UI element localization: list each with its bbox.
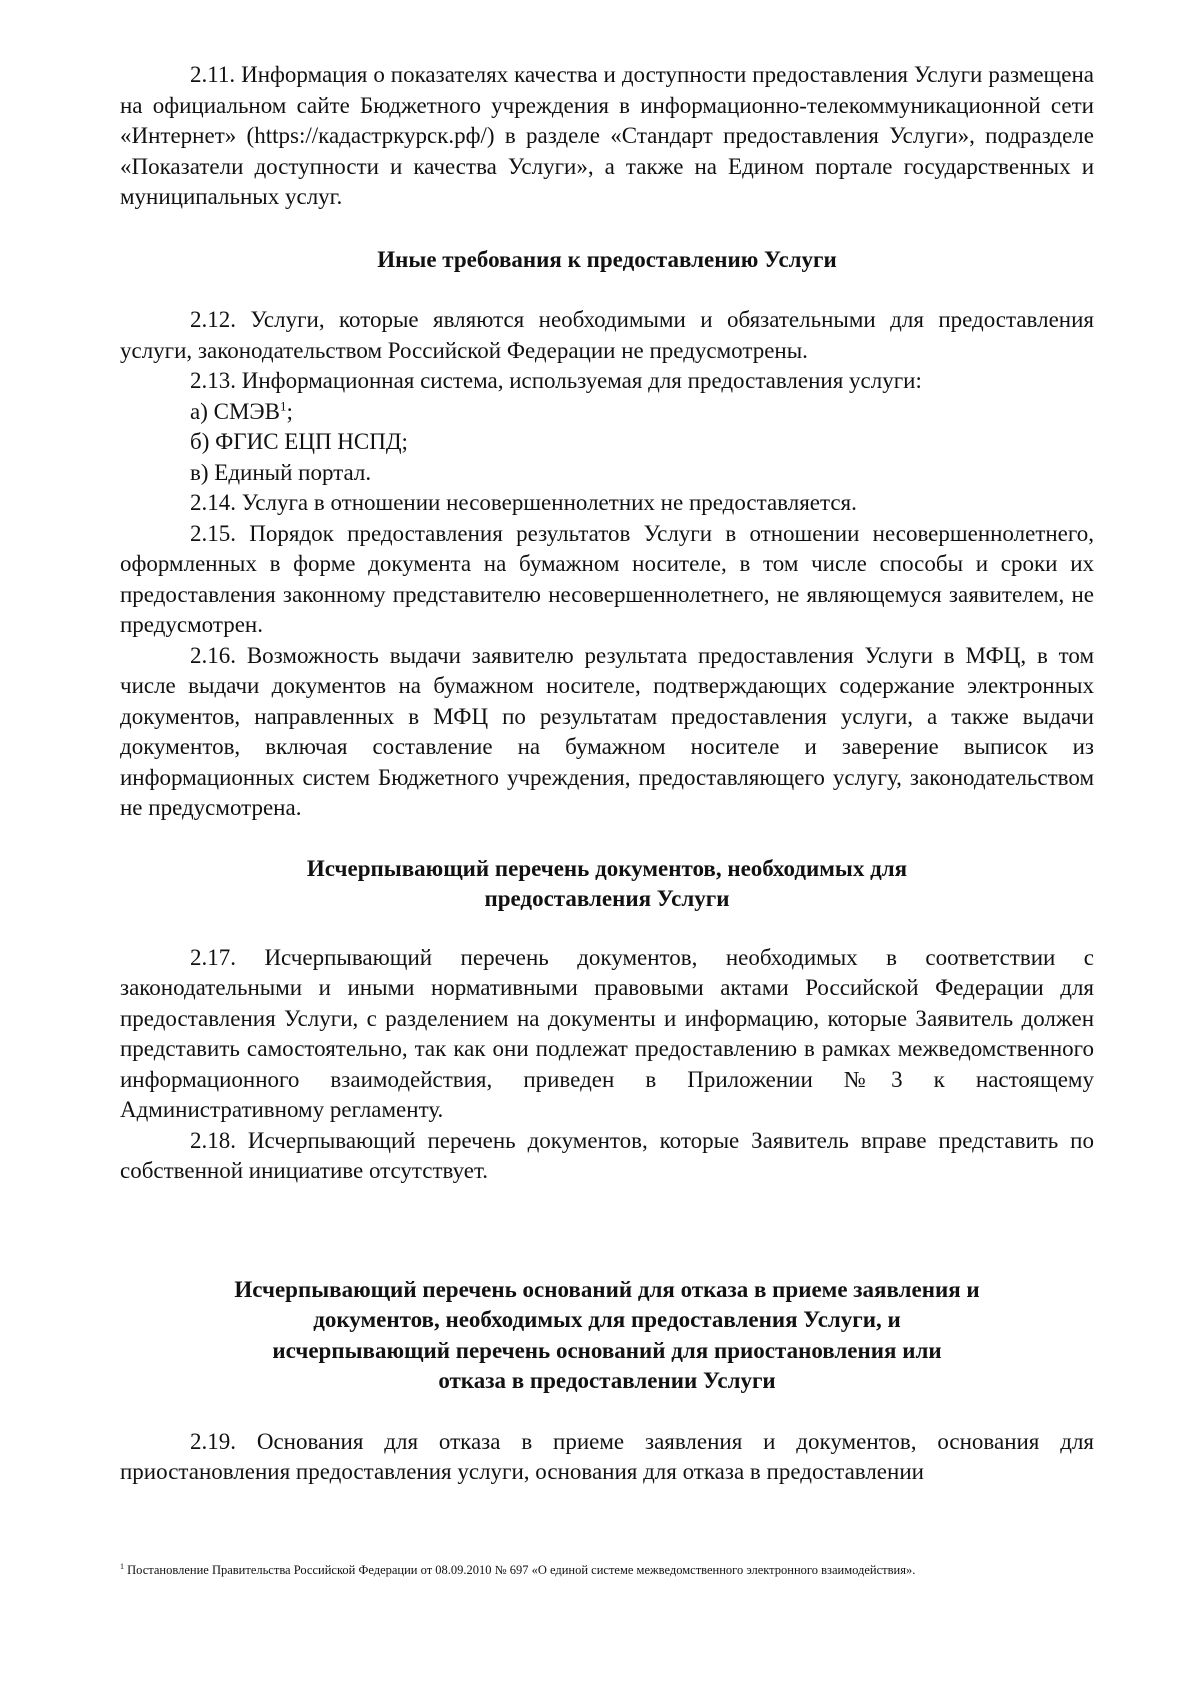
- footnote: [120, 1562, 1094, 1578]
- footnote-ref: 1: [279, 397, 287, 413]
- paragraph-2-18: 2.18. Исчерпывающий перечень документов, которые Заявитель вправе представить по собственной инициативе отсутствует.: [120, 1127, 1094, 1183]
- heading-refusal-line: отказа в предоставлении Услуги: [438, 1368, 776, 1393]
- list-item-c: в) Единый портал.: [190, 459, 372, 485]
- list-item-a-text: а) СМЭВ: [190, 398, 280, 424]
- list-item-b: б) ФГИС ЕЦП НСПД;: [190, 429, 408, 454]
- list-item-a: [120, 397, 1094, 428]
- document-body: [120, 60, 1094, 1488]
- paragraph-2-11: 2.11. Информация о показателях качества и доступности предоставления Услуги размещена на официальном сайте Бюджетного учреждения в информационно-телекоммуникационной сети «Интернет» (https://кадастркурск.рф/) в разделе «Стандарт предоставления Услуги», подразделе «Показатели доступности и качества Услуги», а также на Едином портале государственных и муниципальных услуг.: [120, 62, 1094, 209]
- paragraph-2-13: 2.13. Информационная система, используемая для предоставления услуги:: [190, 368, 922, 393]
- list-item-a-end: ;: [286, 398, 293, 424]
- footnote-text: Постановление Правительства Российской Федерации от 08.09.2010 № 697 «О единой системе межведомственного электронного взаимодействия».: [127, 1563, 916, 1577]
- paragraph-2-14: 2.14. Услуга в отношении несовершеннолетних не предоставляется.: [190, 490, 857, 515]
- heading-documents-line: предоставления Услуги: [484, 886, 730, 911]
- paragraph-2-15: 2.15. Порядок предоставления результатов Услуги в отношении несовершеннолетнего, оформленных в форме документа на бумажном носителе, в том числе способы и сроки их предоставления законному представителю несовершеннолетнего, не являющемуся заявителем, не предусмотрен.: [120, 520, 1094, 637]
- paragraph-2-12: 2.12. Услуги, которые являются необходимыми и обязательными для предоставления услуги, законодательством Российской Федерации не предусмотрены.: [120, 307, 1094, 363]
- heading-refusal-line: документов, необходимых для предоставления Услуги, и: [313, 1307, 901, 1332]
- paragraph-2-19: 2.19. Основания для отказа в приеме заявления и документов, основания для приостановления предоставления услуги, основания для отказа в предоставлении: [120, 1428, 1094, 1484]
- heading-documents: [120, 854, 1094, 915]
- paragraph-2-16: 2.16. Возможность выдачи заявителю результата предоставления Услуги в МФЦ, в том числе выдачи документов на бумажном носителе, подтверждающих содержание электронных документов, направленных в МФЦ по результатам предоставления услуги, а также выдачи документов, включая составление на бумажном носителе и заверение выписок из информационных систем Бюджетного учреждения, предоставляющего услугу, законодательством не предусмотрена.: [120, 642, 1094, 820]
- heading-refusal-line: Исчерпывающий перечень оснований для отказа в приеме заявления и: [234, 1276, 980, 1302]
- paragraph-2-17: 2.17. Исчерпывающий перечень документов, необходимых в соответствии с законодательными и иными нормативными правовыми актами Российской Федерации для предоставления Услуги, с разделением на документы и информацию, которые Заявитель должен представить самостоятельно, так как они подлежат предоставлению в рамках межведомственного информационного взаимодействия, приведен в Приложении №3 к настоящему Административному регламенту.: [120, 944, 1094, 1122]
- heading-other-requirements: Иные требования к предоставлению Услуги: [377, 246, 837, 272]
- footnote-number: 1: [120, 1561, 124, 1571]
- heading-refusal-line: исчерпывающий перечень оснований для приостановления или: [272, 1337, 942, 1363]
- heading-refusal: [120, 1275, 1094, 1397]
- heading-documents-line: Исчерпывающий перечень документов, необходимых для: [306, 855, 908, 881]
